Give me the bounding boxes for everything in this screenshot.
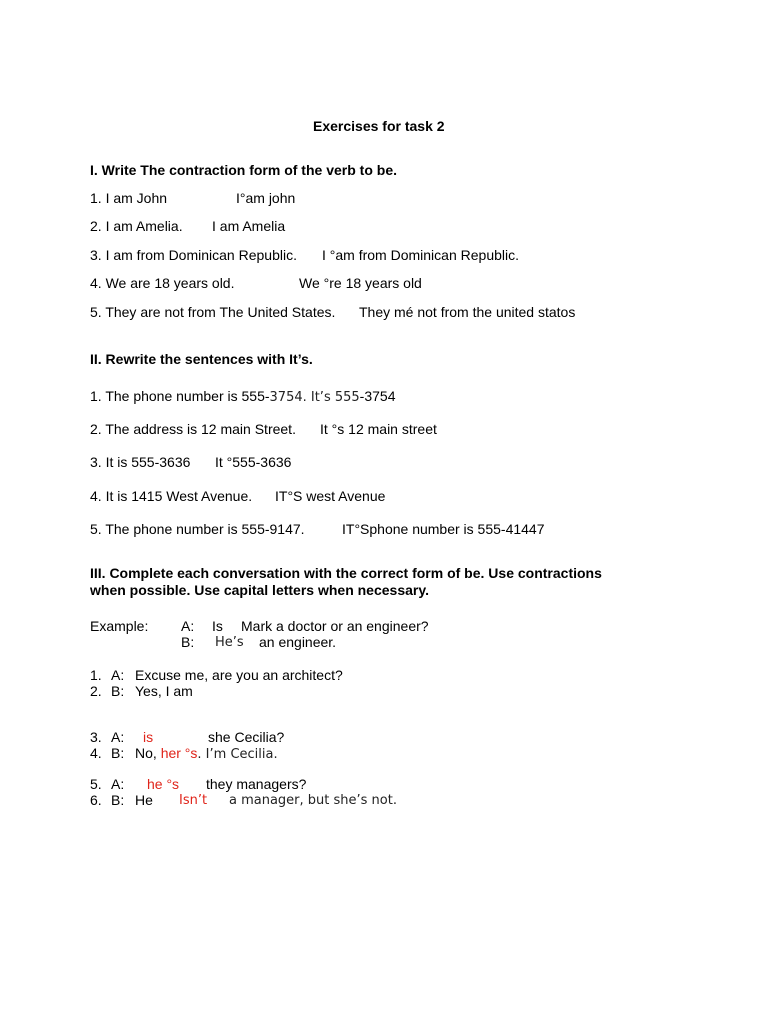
conversation-line-4-text: . I’m Cecilia. (197, 747, 278, 762)
conversation-line-4-pre: No, (135, 745, 157, 761)
section-2-item-1-answer: -3754 (359, 388, 396, 404)
section-2-item-3-answer: It °555-3636 (215, 454, 292, 470)
section-2-item-2-answer: It °s 12 main street (320, 421, 437, 437)
example-a-rest: Mark a doctor or an engineer? (241, 618, 429, 634)
conversation-line-4-fill: her °s (160, 745, 198, 761)
section-3-heading-line-2: when possible. Use capital letters when necessary. (90, 582, 429, 598)
example-b-rest: an engineer. (259, 634, 337, 650)
example-b-speaker: B: (181, 634, 195, 650)
section-2-item-3-prompt: 3. It is 555-3636 (90, 454, 191, 470)
section-3-heading-line-1: III. Complete each conversation with the correct form of be. Use contractions (90, 565, 602, 581)
conversation-line-4-line (135, 745, 278, 763)
example-a-fill: Is (212, 618, 223, 634)
section-1-item-5-prompt: 5. They are not from The United States. (90, 304, 336, 320)
section-2-item-1 (90, 388, 395, 406)
example-a-speaker: A: (181, 618, 195, 634)
section-2-item-1-prompt: 1. The phone number is 555- (90, 388, 270, 404)
section-2-item-2-prompt: 2. The address is 12 main Street. (90, 421, 296, 437)
example-b-fill: He’s (215, 635, 244, 650)
section-2-item-5-prompt: 5. The phone number is 555-9147. (90, 521, 305, 537)
section-1-item-1-prompt: 1. I am John (90, 190, 168, 206)
conversation-line-6-number: 6. (90, 792, 102, 808)
conversation-line-3-text: she Cecilia? (208, 729, 285, 745)
conversation-line-6-speaker: B: (111, 792, 125, 808)
document-title: Exercises for task 2 (313, 118, 445, 134)
conversation-line-4-speaker: B: (111, 745, 125, 761)
conversation-line-5-fill: he °s (147, 776, 180, 792)
section-1-item-2-answer: I am Amelia (212, 218, 286, 234)
conversation-line-4-number: 4. (90, 745, 102, 761)
conversation-line-2-text: Yes, I am (135, 683, 193, 699)
section-1-item-1-answer: I°am john (236, 190, 296, 206)
section-2-item-4-answer: IT°S west Avenue (275, 488, 386, 504)
conversation-line-5-number: 5. (90, 776, 102, 792)
conversation-line-3-fill: is (143, 729, 154, 745)
section-2-item-1-prompt-tail: 3754. It’s 555 (269, 390, 360, 405)
conversation-line-2-speaker: B: (111, 683, 125, 699)
conversation-line-5-speaker: A: (111, 776, 125, 792)
conversation-line-3-speaker: A: (111, 729, 125, 745)
section-1-item-4-prompt: 4. We are 18 years old. (90, 275, 235, 291)
conversation-line-1-speaker: A: (111, 667, 125, 683)
section-2-item-5-answer: IT°Sphone number is 555-41447 (342, 521, 545, 537)
section-1-item-2-prompt: 2. I am Amelia. (90, 218, 183, 234)
conversation-line-3-number: 3. (90, 729, 102, 745)
section-1-item-3-answer: I °am from Dominican Republic. (322, 247, 519, 263)
section-1-item-4-answer: We °re 18 years old (299, 275, 422, 291)
conversation-line-2-number: 2. (90, 683, 102, 699)
conversation-line-1-text: Excuse me, are you an architect? (135, 667, 343, 683)
section-1-item-3-prompt: 3. I am from Dominican Republic. (90, 247, 297, 263)
section-1-item-5-answer: They mé not from the united statos (359, 304, 576, 320)
section-1-heading: I. Write The contraction form of the verb to be. (90, 162, 397, 178)
section-2-item-4-prompt: 4. It is 1415 West Avenue. (90, 488, 253, 504)
section-2-heading: II. Rewrite the sentences with It’s. (90, 351, 313, 367)
conversation-line-5-text: they managers? (206, 776, 307, 792)
conversation-line-6-text: a manager, but she’s not. (229, 793, 397, 808)
example-label: Example: (90, 618, 149, 634)
conversation-line-6-pre: He (135, 792, 153, 808)
conversation-line-1-number: 1. (90, 667, 102, 683)
conversation-line-6-fill: Isn’t (179, 793, 208, 808)
